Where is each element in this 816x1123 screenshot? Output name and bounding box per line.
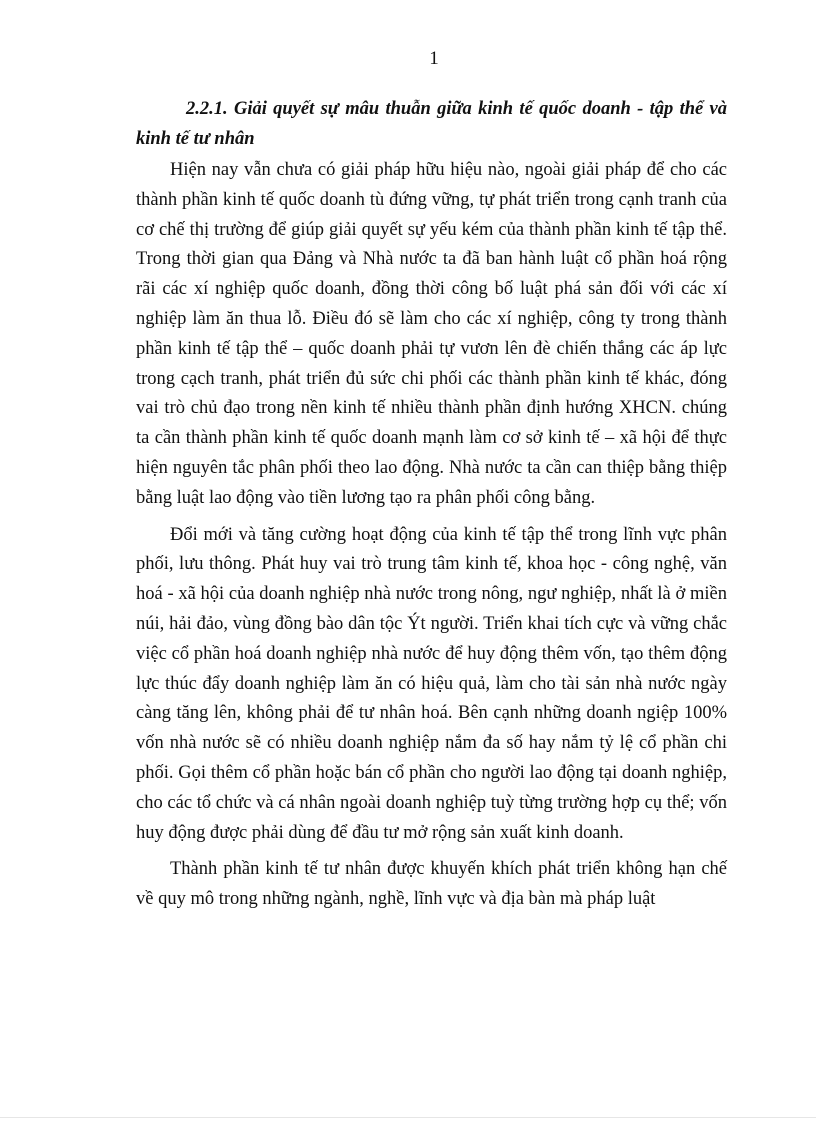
document-body	[136, 94, 727, 922]
paragraph: Thành phần kinh tế tư nhân được khuyến khích phát triển không hạn chế về quy mô trong những ngành, nghề, lĩnh vực và địa bàn mà pháp luật	[136, 859, 727, 910]
page-number: 1	[429, 48, 439, 69]
page-bottom-edge	[0, 1117, 816, 1118]
paragraph: Hiện nay vẫn chưa có giải pháp hữu hiệu nào, ngoài giải pháp để cho các thành phần kinh tế quốc doanh tù đứng vững, tự phát triển trong cạnh tranh của cơ chế thị trường để giúp giải quyết sự yếu kém của thành phần kinh tế tập thể. Trong thời gian qua Đảng và Nhà nước ta đã ban hành luật cổ phần hoá rộng rãi các xí nghiệp quốc doanh, đồng thời công bố luật phá sản đối với các xí nghiệp làm ăn thua lỗ. Điều đó sẽ làm cho các xí nghiệp, công ty trong thành phần kinh tế tập thể – quốc doanh phải tự vươn lên đè chiến thắng các áp lực trong cạch tranh, phát triển đủ sức chi phối các thành phần kinh tế khác, đóng vai trò chủ đạo trong nền kinh tế nhiều thành phần định hướng XHCN. chúng ta cần thành phần kinh tế quốc doanh mạnh làm cơ sở kinh tế – xã hội để thực hiện nguyên tắc phân phối theo lao động. Nhà nước ta cần can thiệp bằng thiệp bằng luật lao động vào tiền lương tạo ra phân phối công bằng.	[136, 160, 727, 508]
paragraph: Đổi mới và tăng cường hoạt động của kinh tế tập thể trong lĩnh vực phân phối, lưu thông. Phát huy vai trò trung tâm kinh tế, khoa học - công nghệ, văn hoá - xã hội của doanh nghiệp nhà nước trong nông, ngư nghiệp, nhất là ở miền núi, hải đảo, vùng đồng bào dân tộc Ýt người. Triển khai tích cực và vững chắc việc cổ phần hoá doanh nghiệp nhà nước để huy động thêm vốn, tạo thêm động lực thúc đẩy doanh nghiệp làm ăn có hiệu quả, làm cho tài sản nhà nước ngày càng tăng lên, không phải để tư nhân hoá. Bên cạnh những doanh ngiệp 100% vốn nhà nước sẽ có nhiều doanh nghiệp nắm đa số hay nắm tỷ lệ cổ phần chi phối. Gọi thêm cổ phần hoặc bán cổ phần cho người lao động tại doanh nghiệp, cho các tổ chức và cá nhân ngoài doanh nghiệp tuỳ từng trường hợp cụ thể; vốn huy động được phải dùng để đầu tư mở rộng sản xuất kinh doanh.	[136, 524, 727, 843]
section-heading: 2.2.1. Giải quyết sự mâu thuẫn giữa kinh tế quốc doanh - tập thể và kinh tế tư nhân	[136, 99, 727, 149]
